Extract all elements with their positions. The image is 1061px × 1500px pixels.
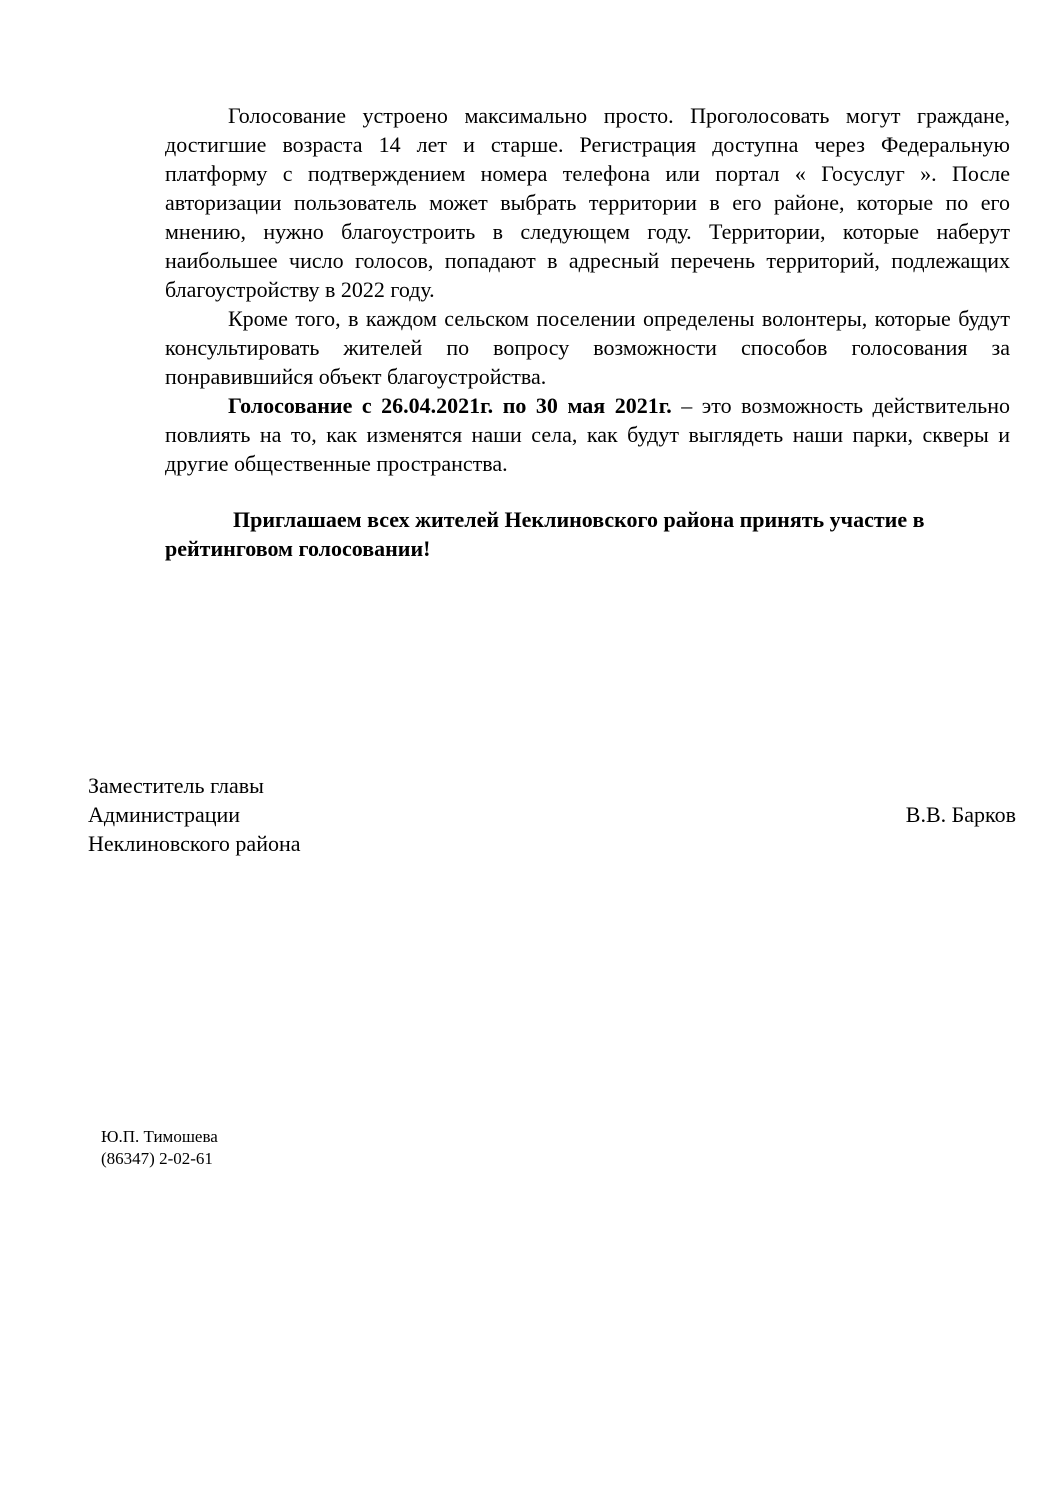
voting-period-highlight: Голосование с 26.04.2021г. по 30 мая 2021г.	[228, 393, 672, 418]
signature-position-line-2: Администрации	[88, 802, 241, 827]
letter-body	[165, 101, 1010, 478]
signature-position	[88, 771, 301, 858]
executor-phone: (86347) 2-02-61	[101, 1149, 213, 1168]
voting-period-description: – это возможность действительно повлиять на то, как изменятся наши села, как будут выглядеть наши парки, скверы и другие общественные пространства.	[165, 393, 1010, 476]
invitation-text: Приглашаем всех жителей Неклиновского района принять участие в рейтинговом голосовании!	[165, 507, 925, 561]
paragraph-voting-procedure: Голосование устроено максимально просто. Проголосовать могут граждане, достигшие возраста 14 лет и старше. Регистрация доступна через Федеральную платформу с подтверждением номера телефона или портал « Госуслуг ». После авторизации пользователь может выбрать территории в его районе, которые по его мнению, нужно благоустроить в следующем году. Территории, которые наберут наибольшее число голосов, попадают в адресный перечень территорий, подлежащих благоустройству в 2022 году.	[165, 103, 1010, 302]
signer-name: В.В. Барков	[905, 802, 1016, 827]
signature-position-line-1: Заместитель главы	[88, 773, 264, 798]
paragraph-voting-period	[165, 391, 1010, 478]
executor-info	[101, 1126, 218, 1170]
paragraph-volunteers: Кроме того, в каждом сельском поселении определены волонтеры, которые будут консультировать жителей по вопросу возможности способов голосования за понравившийся объект благоустройства.	[165, 306, 1010, 389]
executor-name: Ю.П. Тимошева	[101, 1127, 218, 1146]
signature-position-line-3: Неклиновского района	[88, 831, 301, 856]
